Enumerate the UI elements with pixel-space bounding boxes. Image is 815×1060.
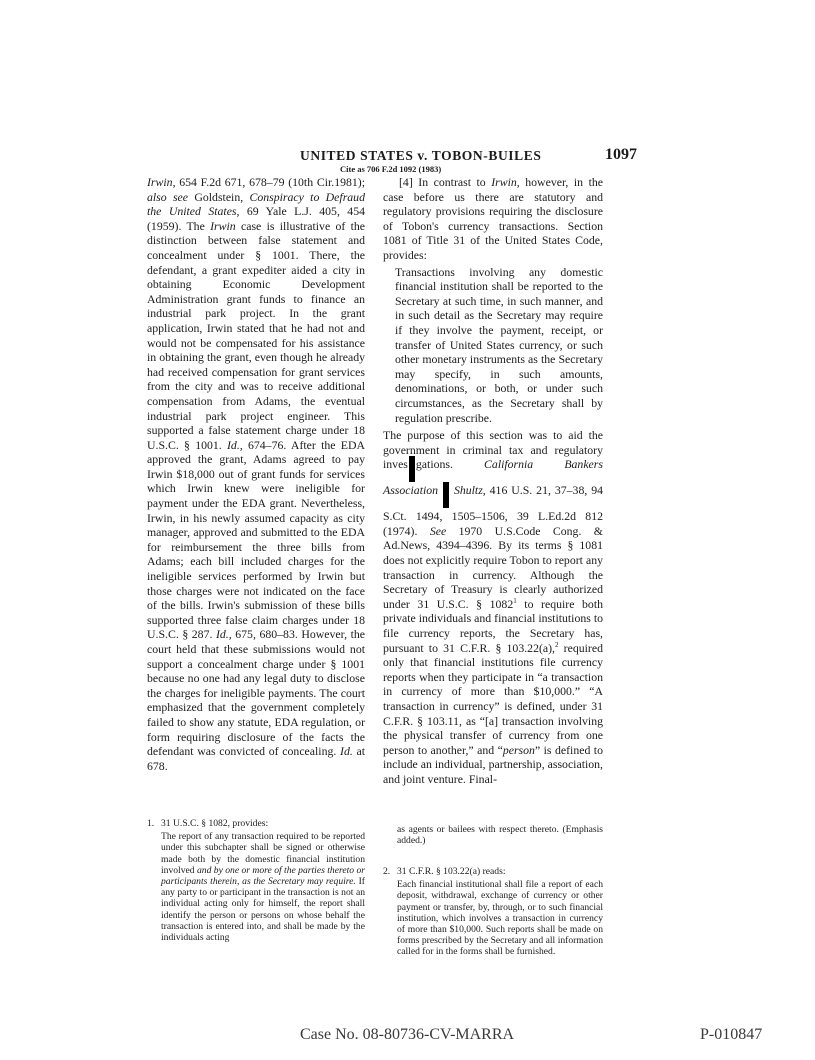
citation-line: Cite as 706 F.2d 1092 (1983)	[340, 164, 442, 174]
right-column	[383, 175, 603, 787]
footnote-1-continued: as agents or bailees with respect thereto. (Emphasis added.)	[397, 824, 603, 847]
case-number-footer: Case No. 08-80736-CV-MARRA	[300, 1026, 515, 1043]
footnote-number: 1.	[147, 818, 155, 829]
paragraph-headnote-4: [4] In contrast to Irwin, however, in the case before us there are statutory and regulatory provisions requiring the disclosure of Tobon's currency transactions. Section 1081 of Title 31 of the United States Code, provides:	[383, 175, 603, 262]
left-paragraph: Irwin, 654 F.2d 671, 678–79 (10th Cir.1981); also see Goldstein, Conspiracy to Defraud the United States, 69 Yale L.J. 405, 454 (1959). The Irwin case is illustrative of the distinction between false statement and concealment under § 1001. There, the defendant, a grant expediter aided a city in obtaining Economic Development Administration grant funds to finance an industrial park project. In the grant application, Irwin stated that he had not and would not be compensated for his assistance in obtaining the grant, even though he already had received compensation for grant services from the city and was to receive additional compensation from Adams, the eventual industrial park project engineer. This supported a false statement charge under 18 U.S.C. § 1001. Id., 674–76. After the EDA approved the grant, Adams agreed to pay Irwin $18,000 out of grant funds for services which Irwin knew were ineligible for payment under the EDA grant. Nevertheless, Irwin, in his newly assumed capacity as city manager, approved and submitted to the EDA for reimbursement the three bills from Adams; each bill included charges for the ineligible services performed by Irwin but those charges were not indicated on the face of the bills. Irwin's submission of these bills supported three false claim charges under 18 U.S.C. § 287. Id., 675, 680–83. However, the court held that these submissions would not support a concealment charge under § 1001 because no one had any legal duty to disclose the charges for ineligible payments. The court emphasized that the government completely failed to show any statute, EDA regulation, or form requiring disclosure of the facts the defendant was convicted of concealing. Id. at 678.	[147, 175, 366, 773]
bates-number: P-010847	[700, 1026, 763, 1043]
footnote-1	[147, 818, 365, 943]
redaction-mark	[409, 456, 415, 482]
footnote-heading: 31 U.S.C. § 1082, provides:	[161, 818, 269, 829]
footnote-heading: 31 C.F.R. § 103.22(a) reads:	[397, 866, 506, 877]
footnote-ref-2: 2	[555, 640, 559, 649]
footnote-body: The report of any transaction required to be reported under this subchapter shall be signed or otherwise made both by the domestic financial institution involved and by one or more of the parties thereto or participants therein, as the Secretary may require. If any party to or participant in the transaction is not an individual acting only for himself, the report shall identify the person or persons on whose behalf the transaction is entered into, and shall be made by the individuals acting	[161, 831, 365, 944]
redaction-mark	[443, 482, 449, 508]
statute-block-quote: Transactions involving any domestic financial institution shall be reported to the Secretary at such time, in such manner, and in such detail as the Secretary may require if they involve the payment, receipt, or transfer of United States currency, or such other monetary instruments as the Secretary may specify, in such amounts, denominations, or both, or under such circumstances, as the Secretary shall by regulation prescribe.	[395, 264, 603, 425]
footnote-ref-1: 1	[513, 596, 517, 605]
left-column	[147, 175, 365, 773]
footnote-number: 2.	[383, 866, 391, 877]
footnote-body: Each financial institutional shall file a report of each deposit, withdrawal, exchange of currency or other payment or transfer, by, through, or to such financial institution, which involves a transaction in currency of more than $10,000. Such reports shall be made on forms prescribed by the Secretary and all information called for in the forms shall be furnished.	[397, 879, 603, 958]
running-header-title: UNITED STATES v. TOBON-BUILES	[300, 148, 542, 163]
footnote-2	[383, 866, 603, 958]
page-number: 1097	[605, 146, 637, 163]
paragraph-purpose: The purpose of this section was to aid the government in criminal tax and regulatory inves gations. California Bankers Association Shultz, 416 U.S. 21, 37–38, 94 S.Ct. 1494, 1505–1506, 39 L.Ed.2d 812 (1974). See 1970 U.S.Code Cong. & Ad.News, 4394–4396. By its terms § 1081 does not explicitly require Tobon to report any transaction in currency. Although the Secretary of Treasury is clearly authorized under 31 U.S.C. § 1082$^1$ to require both private individuals and financial institutions to file currency reports, the Secretary has, pursuant to 31 C.F.R. § 103.22(a),$^2$ required only that financial institutions file currency reports when they participate in “a transaction in currency of more than $10,000.” “A transaction in currency” is defined, under 31 C.F.R. § 103.11, as “[a] transaction involving the physical transfer of currency from one person to another,” and “person” is defined to include an individual, partnership, association, and joint venture. Final-	[383, 428, 604, 786]
